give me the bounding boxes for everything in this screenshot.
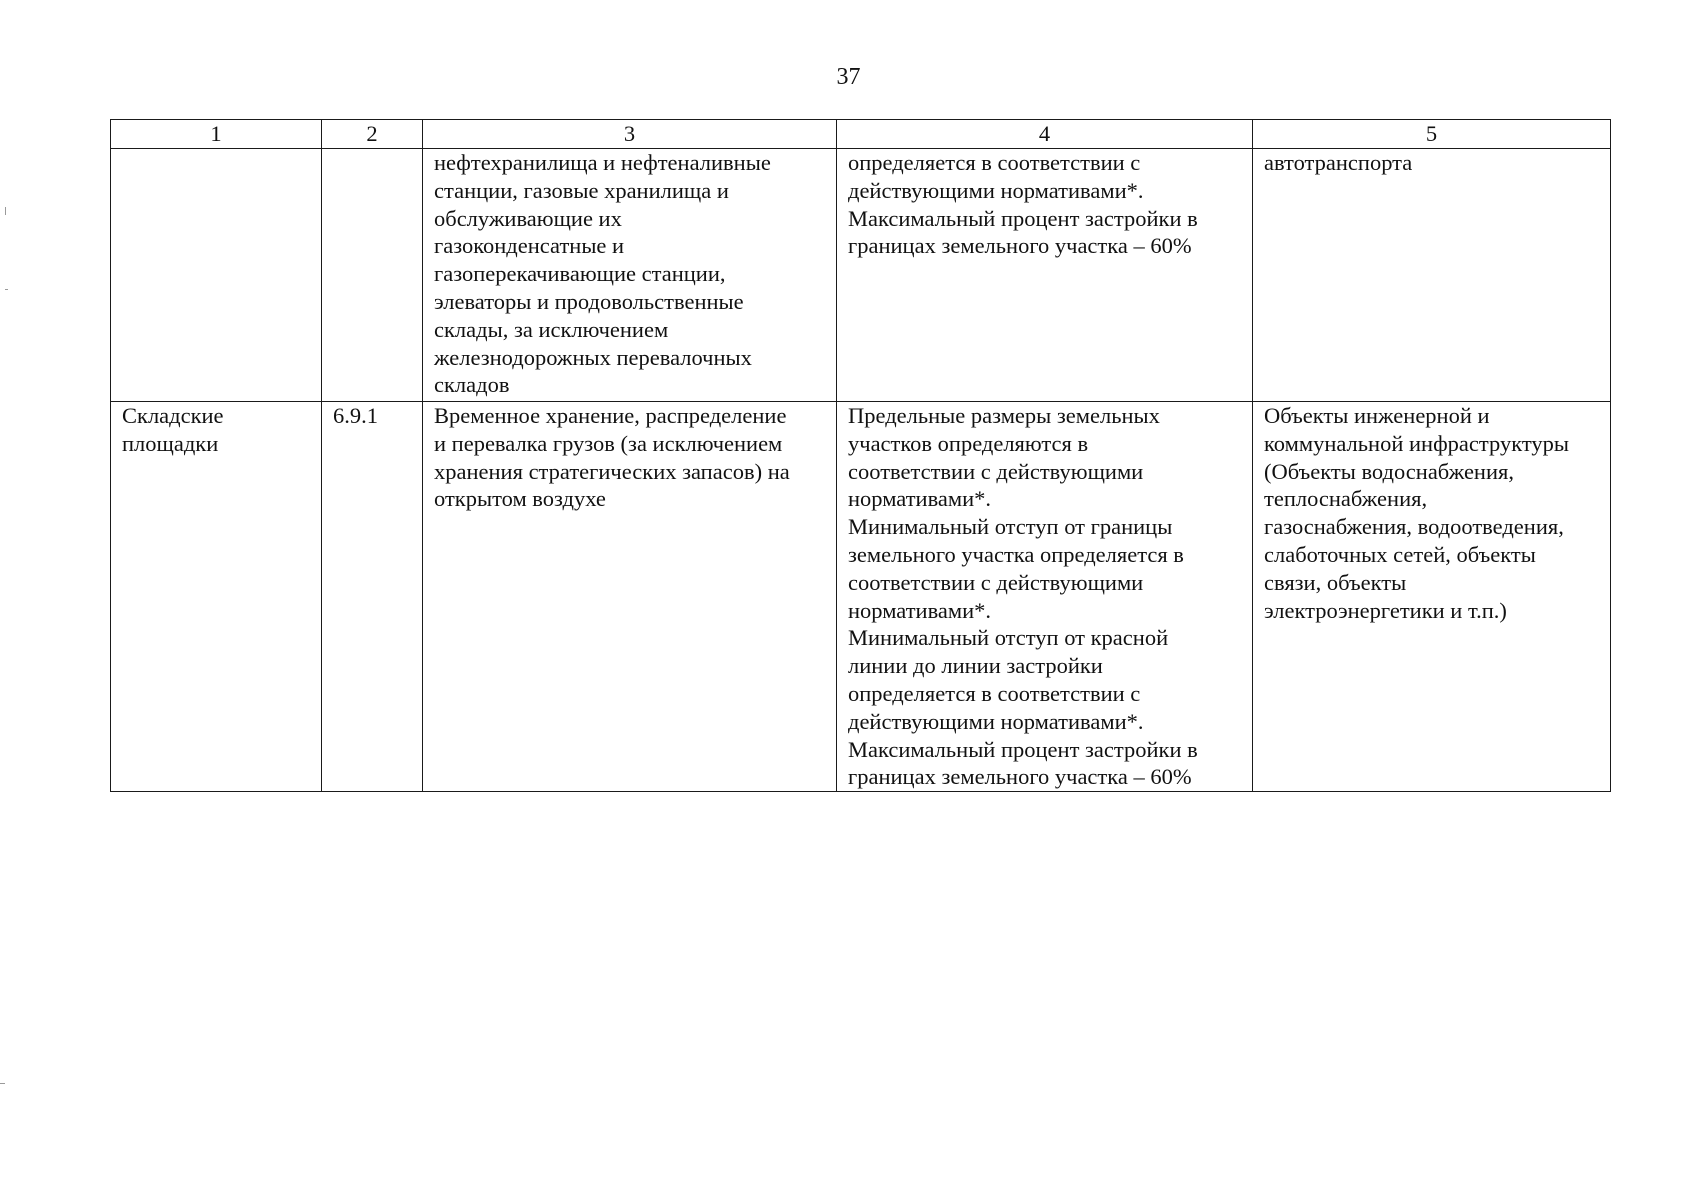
land-use-description-cell: нефтехранилища и нефтеналивные станции, газовые хранилища и обслуживающие их газоконденсатные и газоперекачивающие станции, элеваторы и продовольственные склады, за исключением железнодорожных перевалочных складов (423, 149, 837, 402)
land-use-type-cell (111, 149, 322, 402)
land-use-code-cell: 6.9.1 (322, 402, 423, 792)
land-use-type-cell: Складские площадки (111, 402, 322, 792)
page-number: 37 (836, 64, 861, 90)
scan-margin-mark (0, 1083, 5, 1084)
table-row (111, 149, 1611, 402)
column-number-1: 1 (111, 120, 322, 149)
parameters-cell: определяется в соответствии с действующими нормативами*. Максимальный процент застройки в границах земельного участка – 60% (837, 149, 1253, 402)
column-number-header-row (111, 120, 1611, 149)
column-number-3: 3 (423, 120, 837, 149)
column-number-2: 2 (322, 120, 423, 149)
land-use-table (110, 119, 1611, 792)
scan-margin-mark (5, 207, 6, 215)
table-row (111, 402, 1611, 792)
parameters-cell: Предельные размеры земельных участков определяются в соответствии с действующими нормативами*. Минимальный отступ от границы земельного участка определяется в соответствии с действующими нормативами*. Минимальный отступ от красной линии до линии застройки определяется в соответствии с действующими нормативами*. Максимальный процент застройки в границах земельного участка – 60% (837, 402, 1253, 792)
land-use-description-cell: Временное хранение, распределение и перевалка грузов (за исключением хранения стратегических запасов) на открытом воздухе (423, 402, 837, 792)
auxiliary-use-cell: Объекты инженерной и коммунальной инфраструктуры (Объекты водоснабжения, теплоснабжения, газоснабжения, водоотведения, слаботочных сетей, объекты связи, объекты электроэнергетики и т.п.) (1253, 402, 1611, 792)
column-number-4: 4 (837, 120, 1253, 149)
auxiliary-use-cell: автотранспорта (1253, 149, 1611, 402)
column-number-5: 5 (1253, 120, 1611, 149)
land-use-code-cell (322, 149, 423, 402)
scan-margin-mark (5, 289, 8, 290)
